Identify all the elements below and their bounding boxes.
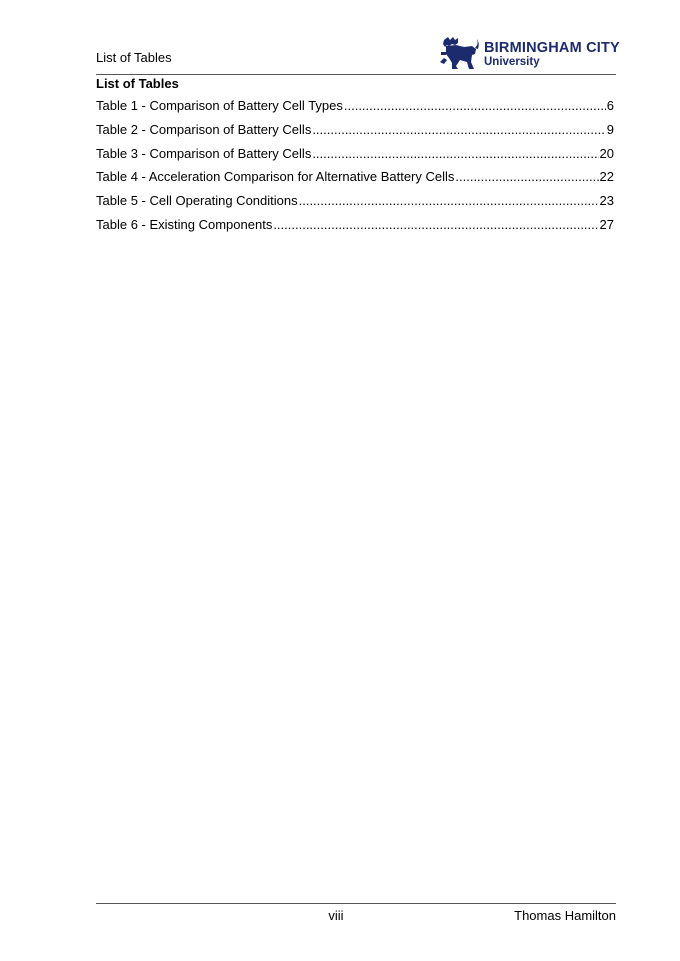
toc-leader-dots <box>273 217 598 232</box>
author-name: Thomas Hamilton <box>514 908 616 923</box>
toc-entry-title: Table 4 - Acceleration Comparison for Alternative Battery Cells <box>96 169 455 185</box>
toc-leader-dots <box>312 122 605 137</box>
toc-entry-page: 23 <box>599 193 614 209</box>
toc-entry-title: Table 3 - Comparison of Battery Cells <box>96 145 312 161</box>
toc-entry[interactable] <box>96 146 614 170</box>
toc-entry-title: Table 5 - Cell Operating Conditions <box>96 193 298 209</box>
header-title: List of Tables <box>96 50 172 65</box>
toc-entry-title: Table 2 - Comparison of Battery Cells <box>96 121 312 137</box>
toc-entry[interactable] <box>96 217 614 241</box>
toc-entry[interactable] <box>96 169 614 193</box>
toc-entry-page: 20 <box>599 145 614 161</box>
page-header <box>96 36 620 75</box>
toc-entry[interactable] <box>96 193 614 217</box>
toc-leader-dots <box>344 98 606 113</box>
university-logo <box>438 36 620 72</box>
toc-entry[interactable] <box>96 98 614 122</box>
toc-leader-dots <box>455 169 598 184</box>
lion-crest-icon <box>438 36 480 72</box>
list-of-tables <box>96 98 614 241</box>
toc-entry-page: 22 <box>599 169 614 185</box>
logo-name: BIRMINGHAM CITY <box>484 40 620 56</box>
logo-subtitle: University <box>484 56 540 68</box>
toc-entry-page: 27 <box>599 216 614 232</box>
toc-entry[interactable] <box>96 122 614 146</box>
list-of-tables-heading: List of Tables <box>96 76 179 91</box>
toc-entry-title: Table 6 - Existing Components <box>96 216 273 232</box>
toc-entry-page: 6 <box>606 98 614 113</box>
toc-leader-dots <box>312 146 598 161</box>
toc-entry-title: Table 1 - Comparison of Battery Cell Types <box>96 98 343 113</box>
page-footer <box>96 903 616 928</box>
page-number: viii <box>328 908 344 923</box>
toc-leader-dots <box>299 193 599 208</box>
toc-entry-page: 9 <box>606 121 614 137</box>
